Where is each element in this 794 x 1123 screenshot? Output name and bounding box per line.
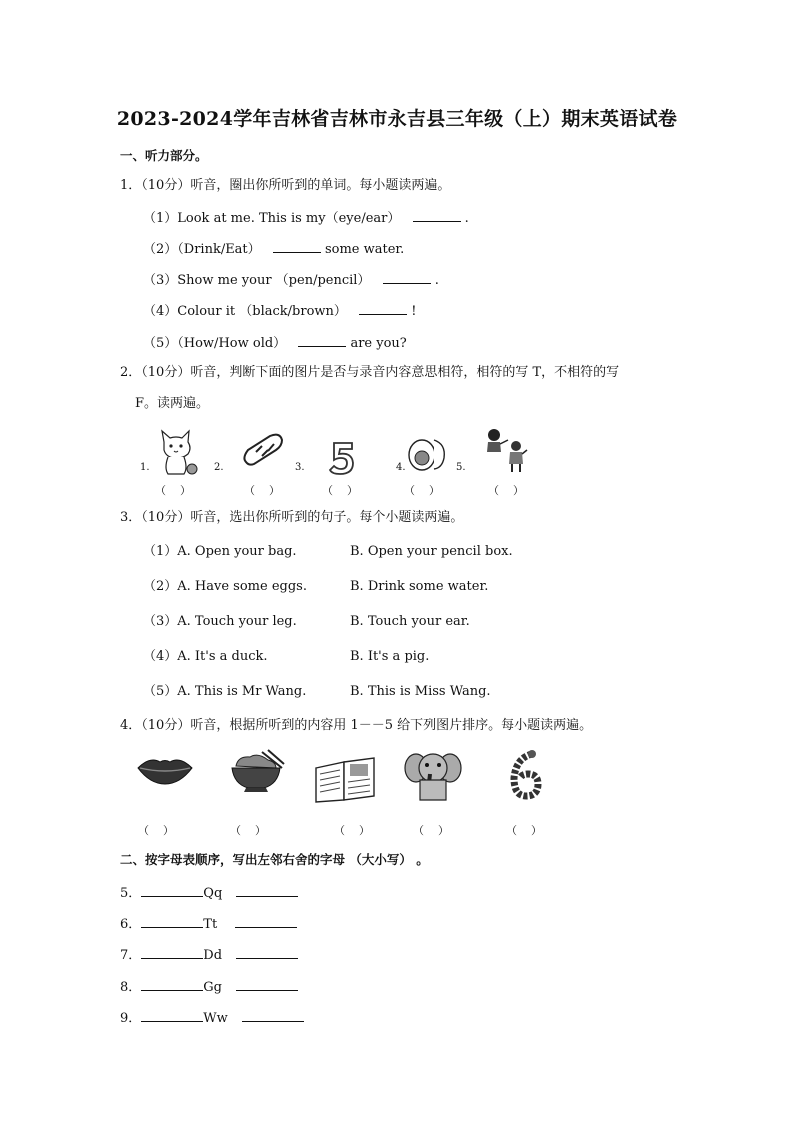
q1-item-4 <box>143 302 416 320</box>
number-six-icon <box>508 748 544 800</box>
q4-answer-5[interactable]: （ ） <box>506 824 542 837</box>
q3-item-1-b: B. Open your pencil box. <box>350 544 513 559</box>
q4-answer-2[interactable]: （ ） <box>230 824 266 837</box>
rice-bowl-icon <box>228 748 286 794</box>
q2-num-5: 5. <box>456 462 466 473</box>
q3-item-2-b: B. Drink some water. <box>350 579 489 594</box>
answer-blank-right[interactable] <box>242 1009 304 1022</box>
q1-item-1-text: （1）Look at me. This is my（eye/ear） <box>143 211 401 226</box>
letter-row-7 <box>120 946 298 964</box>
number-five-icon <box>326 440 358 476</box>
q1-item-3-text: （3）Show me your （pen/pencil） <box>143 273 371 288</box>
q3-item-2-a: （2）A. Have some eggs. <box>143 579 307 594</box>
answer-blank[interactable] <box>359 302 407 315</box>
answer-blank[interactable] <box>298 334 346 347</box>
q3-item-4-a: （4）A. It's a duck. <box>143 649 268 664</box>
q1-item-3 <box>143 271 439 289</box>
answer-blank-left[interactable] <box>141 1009 203 1022</box>
q3-item-5-a: （5）A. This is Mr Wang. <box>143 684 307 699</box>
kitten-icon <box>152 428 202 476</box>
q4-answer-4[interactable]: （ ） <box>413 824 449 837</box>
answer-blank-right[interactable] <box>236 884 298 897</box>
q1-item-4-text: （4）Colour it （black/brown） <box>143 304 347 319</box>
q2-answer-2[interactable]: （ ） <box>244 484 280 497</box>
page-title: 2023-2024学年吉林省吉林市永吉县三年级（上）期末英语试卷 <box>116 108 678 130</box>
letter-row-9 <box>120 1009 304 1027</box>
letter-row-number: 7． <box>120 948 142 963</box>
answer-blank[interactable] <box>383 271 431 284</box>
q2-answer-4[interactable]: （ ） <box>404 484 440 497</box>
q1-item-4-tail: ! <box>411 304 417 319</box>
people-greeting-icon <box>484 428 528 474</box>
answer-blank-left[interactable] <box>141 946 203 959</box>
egg-icon <box>404 434 448 472</box>
answer-blank-right[interactable] <box>236 978 298 991</box>
letter-row-number: 9． <box>120 1011 142 1026</box>
q1-item-5 <box>143 334 407 352</box>
q2-answer-1[interactable]: （ ） <box>155 484 191 497</box>
q4-answer-1[interactable]: （ ） <box>138 824 174 837</box>
q2-answer-5[interactable]: （ ） <box>488 484 524 497</box>
q3-item-5-b: B. This is Miss Wang. <box>350 684 491 699</box>
bread-icon <box>240 432 284 468</box>
q1-item-1 <box>143 209 469 227</box>
q2-answer-3[interactable]: （ ） <box>322 484 358 497</box>
answer-blank-right[interactable] <box>235 915 297 928</box>
q1-item-3-tail: . <box>434 273 439 288</box>
question-4-stem: 4．（10分）听音，根据所听到的内容用 1－－5 给下列图片排序。每小题读两遍。 <box>120 718 593 733</box>
q3-item-3-a: （3）A. Touch your leg. <box>143 614 297 629</box>
letter-pair: Gg <box>203 980 222 995</box>
open-book-icon <box>312 754 378 804</box>
q1-item-5-tail: are you? <box>350 336 407 351</box>
elephant-icon <box>402 746 464 802</box>
q2-num-4: 4. <box>396 462 406 473</box>
q2-num-2: 2. <box>214 462 224 473</box>
lips-icon <box>136 754 194 786</box>
letter-row-6 <box>120 915 297 933</box>
q1-item-2-text: （2）（Drink/Eat） <box>143 242 261 257</box>
q1-item-2-tail: some water. <box>324 242 405 257</box>
letter-pair: Qq <box>203 886 223 901</box>
letter-pair: Dd <box>203 948 223 963</box>
letter-pair: Ww <box>203 1011 228 1026</box>
letter-row-number: 8． <box>120 980 142 995</box>
q3-item-3-b: B. Touch your ear. <box>350 614 470 629</box>
section-heading-letters: 二、按字母表顺序，写出左邻右舍的字母 （大小写） 。 <box>120 852 429 867</box>
q1-item-5-text: （5）（How/How old） <box>143 336 287 351</box>
question-3-stem: 3．（10分）听音，选出你所听到的句子。每个小题读两遍。 <box>120 510 464 525</box>
q2-num-3: 3. <box>295 462 305 473</box>
question-1-stem: 1．（10分）听音，圈出你所听到的单词。每小题读两遍。 <box>120 178 451 193</box>
letter-pair: Tt <box>203 917 218 932</box>
q1-item-1-tail: . <box>464 211 469 226</box>
question-2-stem: 2．（10分）听音，判断下面的图片是否与录音内容意思相符，相符的写 T，不相符的写 <box>120 365 620 380</box>
letter-row-number: 5． <box>120 886 142 901</box>
letter-row-8 <box>120 978 298 996</box>
answer-blank-left[interactable] <box>141 884 203 897</box>
answer-blank-left[interactable] <box>141 978 203 991</box>
letter-row-number: 6． <box>120 917 142 932</box>
answer-blank-left[interactable] <box>141 915 203 928</box>
q1-item-2 <box>143 240 404 258</box>
answer-blank[interactable] <box>413 209 461 222</box>
section-heading-listening: 一、听力部分。 <box>120 148 208 163</box>
question-2-stem-cont: F。读两遍。 <box>135 396 210 411</box>
q3-item-1-a: （1）A. Open your bag. <box>143 544 297 559</box>
q4-answer-3[interactable]: （ ） <box>334 824 370 837</box>
answer-blank-right[interactable] <box>236 946 298 959</box>
q2-num-1: 1. <box>140 462 150 473</box>
letter-row-5 <box>120 884 298 902</box>
q3-item-4-b: B. It's a pig. <box>350 649 430 664</box>
answer-blank[interactable] <box>273 240 321 253</box>
